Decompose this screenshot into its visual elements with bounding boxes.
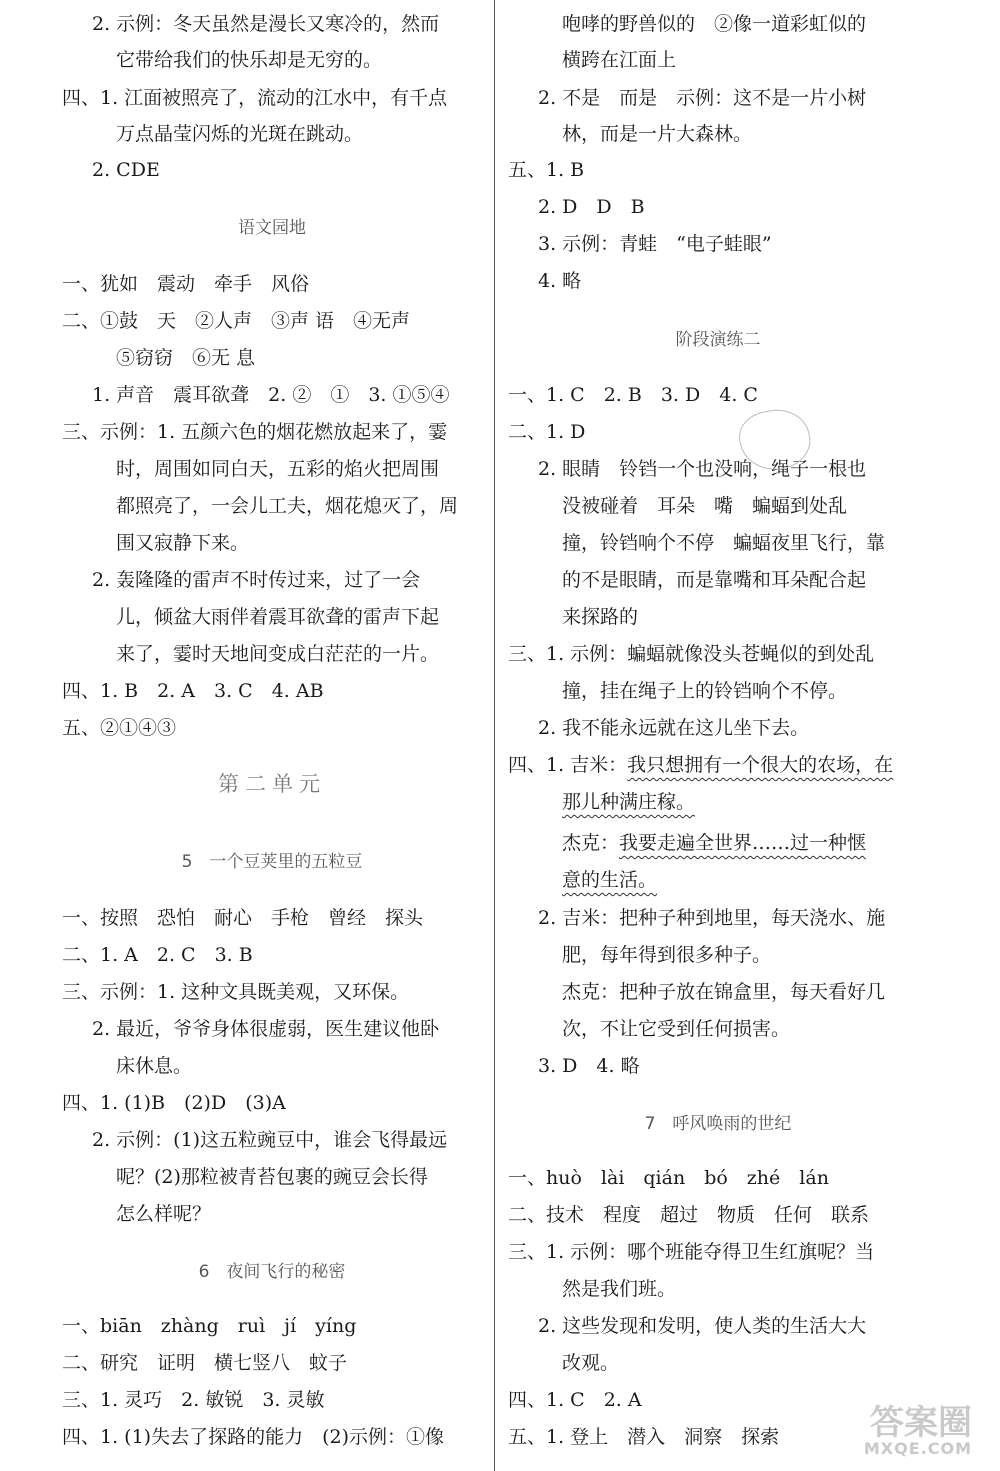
text-line: 二、①鼓 天 ②人声 ③声 语 ④无声 [62,310,411,332]
text-line: 都照亮了，一会儿工夫，烟花熄灭了，周 [116,495,459,517]
underlined-quote: 那儿种满庄稼。 [562,791,696,813]
text-line: 4. 略 [538,270,582,292]
site-watermark [802,1405,972,1457]
section-title: 语文园地 [238,218,306,238]
text-line: 五、1. 登上 潜入 洞察 探索 [508,1426,780,1448]
underlined-quote: 我只想拥有一个很大的农场，在 [627,754,894,776]
text-line: 林，而是一片大森林。 [562,123,753,145]
text-line: ⑤窃窃 ⑥无 息 [116,347,256,369]
text-line: 没被碰着 耳朵 嘴 蝙蝠到处乱 [562,495,848,517]
text-line: 横跨在江面上 [562,49,677,71]
text-line: 五、1. B [508,159,585,181]
text-line: 一、1. C 2. B 3. D 4. C [508,384,758,406]
text-line: 2. 眼睛 铃铛一个也没响，绳子一根也 [538,458,867,480]
text-line: 咆哮的野兽似的 ②像一道彩虹似的 [562,13,867,35]
text-line: 杰克：把种子放在锦盒里，每天看好几 [562,981,886,1003]
underlined-quote: 意的生活。 [562,869,658,891]
text-line: 一、biān zhàng ruì jí yíng [62,1315,357,1337]
text-line: 一、犹如 震动 牵手 风俗 [62,273,310,295]
text-line: 四、1. C 2. A [508,1389,642,1411]
text-line: 2. 不是 而是 示例：这不是一片小树 [538,87,867,109]
text-line: 2. 示例：(1)这五粒豌豆中，谁会飞得最远 [92,1129,448,1151]
text-line: 2. 这些发现和发明，使人类的生活大大 [538,1315,867,1337]
text-line: 三、1. 示例：蝙蝠就像没头苍蝇似的到处乱 [508,643,875,665]
text-line: 2. 示例：冬天虽然是漫长又寒冷的，然而 [92,13,440,35]
text-line: 三、示例：1. 这种文具既美观，又环保。 [62,981,410,1003]
watermark-logo-text: 答案圈 [870,1403,972,1443]
text-line: 2. 吉米：把种子种到地里，每天浇水、施 [538,907,886,929]
text-line: 二、1. A 2. C 3. B [62,944,253,966]
text-line: 四、1. (1)失去了探路的能力 (2)示例：①像 [62,1426,444,1448]
text-line: 改观。 [562,1352,620,1374]
text-line: 儿，倾盆大雨伴着震耳欲聋的雷声下起 [116,606,440,628]
speaker-label: 杰克： [562,832,620,854]
text-line: 一、huò lài qián bó zhé lán [508,1167,829,1189]
text-line: 四、1. 江面被照亮了，流动的江水中，有千点 [62,87,448,109]
text-line [508,788,695,816]
text-line: 撞，挂在绳子上的铃铛响个不停。 [562,680,848,702]
text-line: 床休息。 [116,1055,193,1077]
text-line: 3. D 4. 略 [538,1055,640,1077]
text-line: 来探路的 [562,606,639,628]
text-line: 2. CDE [92,159,160,181]
section-title: 阶段演练二 [675,330,761,350]
text-line: 三、示例：1. 五颜六色的烟花燃放起来了，霎 [62,421,448,443]
text-line: 万点晶莹闪烁的光斑在跳动。 [116,123,364,145]
text-line [508,751,893,779]
text-line [508,829,866,857]
text-line: 一、按照 恐怕 耐心 手枪 曾经 探头 [62,907,424,929]
underlined-quote: 我要走遍全世界……过一种惬 [619,832,867,854]
text-line: 的不是眼睛，而是靠嘴和耳朵配合起 [562,569,867,591]
text-line: 二、技术 程度 超过 物质 任何 联系 [508,1204,870,1226]
text-line: 三、1. 灵巧 2. 敏锐 3. 灵敏 [62,1389,325,1411]
text-line: 围又寂静下来。 [116,532,250,554]
column-divider [494,0,495,1471]
text-line [508,866,657,894]
text-line: 怎么样呢？ [116,1203,212,1225]
text-line: 四、1. B 2. A 3. C 4. AB [62,680,324,702]
speaker-label: 四、1. 吉米： [508,754,628,776]
text-line: 2. D D B [538,196,645,218]
text-line: 来了，霎时天地间变成白茫茫的一片。 [116,643,440,665]
text-line: 然是我们班。 [562,1278,677,1300]
lesson-title: 6 夜间飞行的秘密 [198,1262,346,1282]
text-line: 2. 最近，爷爷身体很虚弱，医生建议他卧 [92,1018,440,1040]
text-line: 四、1. (1)B (2)D (3)A [62,1092,286,1114]
text-line: 3. 示例：青蛙 “电子蛙眼” [538,233,772,255]
text-line: 它带给我们的快乐却是无穷的。 [116,49,383,71]
text-line: 1. 声音 震耳欲聋 2. ② ① 3. ①⑤④ [92,384,450,406]
text-line: 三、1. 示例：哪个班能夺得卫生红旗呢？当 [508,1241,875,1263]
text-line: 撞，铃铛响个不停 蝙蝠夜里飞行，靠 [562,532,886,554]
text-line: 二、研究 证明 横七竖八 蚊子 [62,1352,348,1374]
text-line: 五、②①④③ [62,717,177,739]
text-line: 呢？(2)那粒被青苔包裹的豌豆会长得 [116,1166,428,1188]
text-line: 肥，每年得到很多种子。 [562,944,772,966]
watermark-url: MXQE.COM [863,1439,972,1458]
text-line: 二、1. D [508,421,586,443]
text-line: 2. 我不能永远就在这儿坐下去。 [538,717,810,739]
lesson-title: 5 一个豆荚里的五粒豆 [181,852,363,872]
text-line: 次，不让它受到任何损害。 [562,1018,791,1040]
unit-title: 第二单元 [218,772,326,796]
text-line: 2. 轰隆隆的雷声不时传过来，过了一会 [92,569,421,591]
text-line: 时，周围如同白天，五彩的焰火把周围 [116,458,440,480]
lesson-title: 7 呼风唤雨的世纪 [644,1114,792,1134]
